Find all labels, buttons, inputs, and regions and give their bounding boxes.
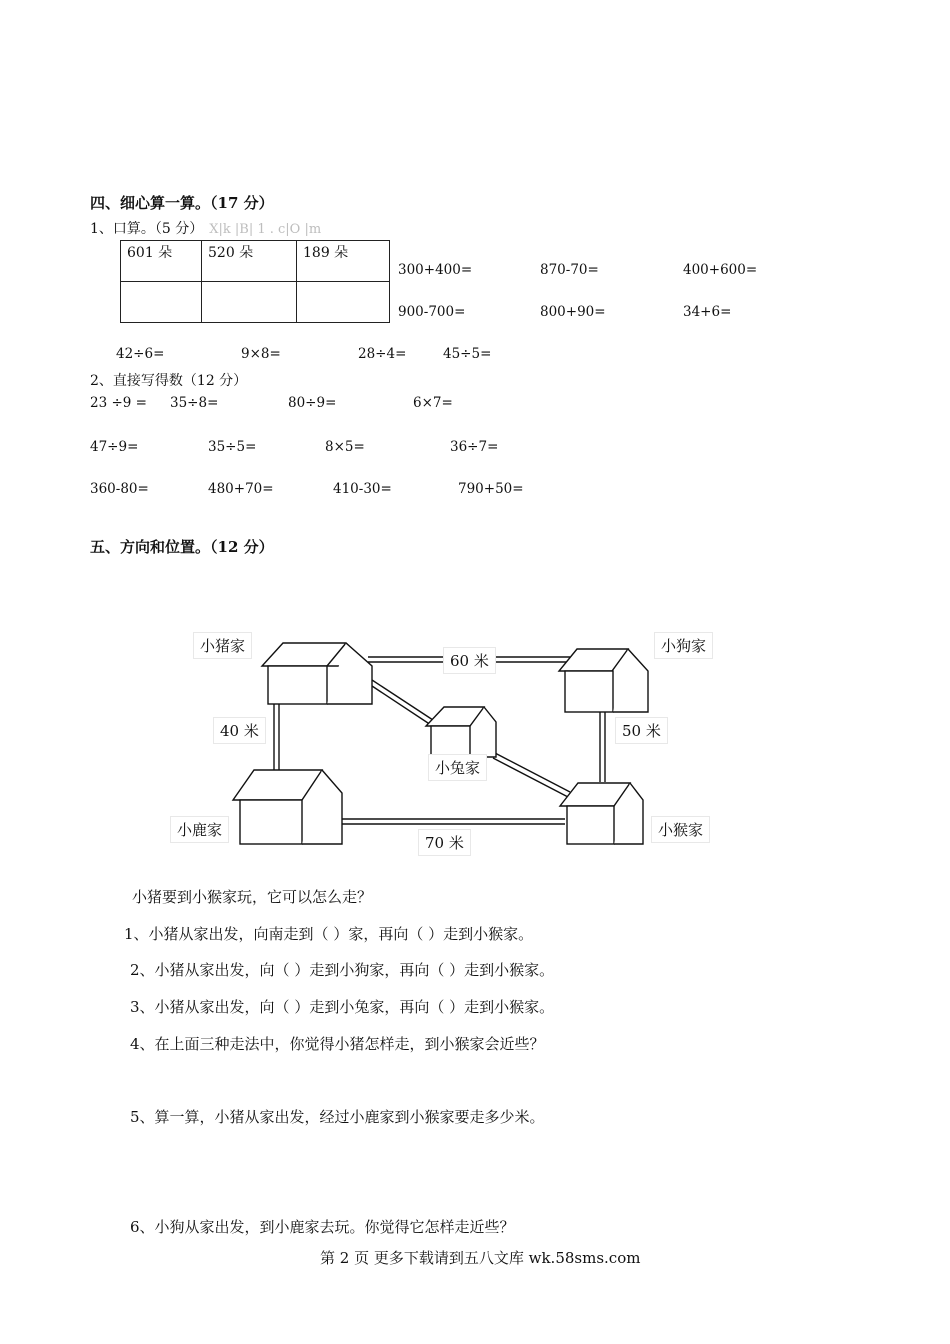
calc-item: 6×7= [413, 395, 453, 411]
calc-item: 360-80= [90, 481, 149, 497]
calc-item: 47÷9= [90, 439, 139, 455]
dog-house-icon [559, 649, 648, 712]
path-rabbit-to-monkey [493, 753, 570, 797]
q1-label-text: 1、口算。（5 分） [90, 221, 204, 237]
deer-home-label: 小鹿家 [170, 816, 229, 843]
distance-label-top: 60 米 [443, 647, 496, 674]
distance-label-right: 50 米 [615, 717, 668, 744]
calc-item: 42÷6= [116, 346, 165, 362]
path-pig-to-deer [274, 697, 279, 770]
pig-home-label: 小猪家 [193, 632, 252, 659]
calc-item: 35÷8= [170, 395, 219, 411]
question-intro: 小猪要到小猴家玩，它可以怎么走？ [132, 888, 373, 906]
section-4-title: 四、细心算一算。（17 分） [90, 194, 274, 212]
calc-item: 28÷4= [358, 346, 407, 362]
calc-item: 9×8= [241, 346, 281, 362]
calc-item: 8×5= [325, 439, 365, 455]
distance-label-left: 40 米 [213, 717, 266, 744]
q2-label: 2、直接写得数（12 分） [90, 373, 248, 389]
watermark-text: X|k |B| 1 . c|O |m [209, 222, 322, 237]
monkey-home-label: 小猴家 [651, 816, 710, 843]
dog-home-label: 小狗家 [654, 632, 713, 659]
calc-item: 480+70= [208, 481, 274, 497]
calc-item: 36÷7= [450, 439, 499, 455]
section-5-title: 五、方向和位置。（12 分） [90, 538, 274, 556]
page-footer: 第 2 页 更多下载请到五八文库 wk.58sms.com [320, 1249, 641, 1267]
rabbit-house-icon [426, 707, 496, 757]
question-item: 3、小猪从家出发，向（ ）走到小兔家，再向（ ）走到小猴家。 [130, 998, 555, 1016]
calc-item: 34+6= [683, 304, 732, 320]
table-header-cell: 189 朵 [297, 241, 390, 282]
calc-item: 900-700= [398, 304, 466, 320]
calc-item: 400+600= [683, 262, 758, 278]
calc-item: 300+400= [398, 262, 473, 278]
calc-item: 35÷5= [208, 439, 257, 455]
question-item: 5、算一算，小猪从家出发，经过小鹿家到小猴家要走多少米。 [130, 1108, 545, 1126]
path-pig-to-rabbit [369, 678, 436, 727]
calc-item: 790+50= [458, 481, 524, 497]
distance-label-bottom: 70 米 [418, 829, 471, 856]
calc-item: 80÷9= [288, 395, 337, 411]
table-header-cell: 601 朵 [121, 241, 202, 282]
calc-item: 410-30= [333, 481, 392, 497]
table-header-cell: 520 朵 [202, 241, 297, 282]
calc-item: 45÷5= [443, 346, 492, 362]
path-deer-to-monkey [342, 819, 565, 824]
rabbit-home-label: 小兔家 [428, 754, 487, 781]
monkey-house-icon [560, 783, 643, 844]
calc-item: 800+90= [540, 304, 606, 320]
question-item: 1、小猪从家出发，向南走到（ ）家，再向（ ）走到小猴家。 [124, 925, 534, 943]
calc-item: 870-70= [540, 262, 599, 278]
pig-house-icon [262, 643, 372, 704]
question-item: 4、在上面三种走法中，你觉得小猪怎样走，到小猴家会近些？ [130, 1035, 545, 1053]
deer-house-icon [233, 770, 342, 844]
question-item: 2、小猪从家出发，向（ ）走到小狗家，再向（ ）走到小猴家。 [130, 961, 555, 979]
question-item: 6、小狗从家出发，到小鹿家去玩。你觉得它怎样走近些？ [130, 1218, 515, 1236]
calc-item: 23 ÷9 = [90, 395, 147, 411]
